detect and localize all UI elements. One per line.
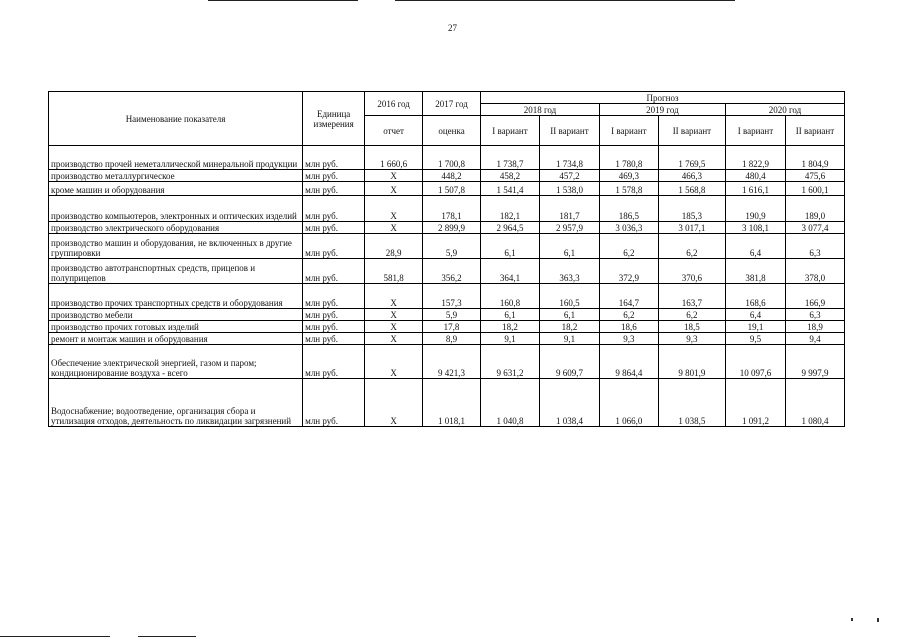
row-value: 1 804,9	[785, 146, 844, 170]
row-value: 18,2	[539, 321, 599, 333]
row-value: 3 108,1	[725, 222, 785, 234]
table-row	[49, 234, 845, 259]
table-row	[49, 182, 845, 196]
header-unit: Единица измерения	[303, 92, 365, 146]
row-unit: млн руб.	[303, 146, 365, 170]
table-row	[49, 222, 845, 234]
row-value: 3 017,1	[658, 222, 725, 234]
row-unit: млн руб.	[303, 309, 365, 321]
row-value: 6,2	[658, 234, 725, 259]
header-2020-var2: II вариант	[785, 116, 844, 146]
header-2019: 2019 год	[599, 104, 725, 116]
row-value: 1 734,8	[539, 146, 599, 170]
row-value: 1 780,8	[599, 146, 658, 170]
row-value: X	[365, 222, 423, 234]
row-value: 6,1	[481, 234, 540, 259]
row-value: 166,9	[785, 284, 844, 309]
header-2020: 2020 год	[725, 104, 844, 116]
row-value: 448,2	[423, 170, 481, 182]
row-value: 9,4	[785, 333, 844, 345]
row-value: 1 660,6	[365, 146, 423, 170]
row-value: 9 631,2	[481, 345, 540, 379]
row-value: 18,6	[599, 321, 658, 333]
row-value: 1 038,5	[658, 379, 725, 427]
row-value: 6,3	[785, 234, 844, 259]
row-value: 186,5	[599, 196, 658, 222]
scan-speck	[851, 618, 853, 621]
page-number: 27	[448, 23, 457, 33]
row-value: 185,3	[658, 196, 725, 222]
row-unit: млн руб.	[303, 170, 365, 182]
row-name: производство машин и оборудования, не включенных в другие группировки	[49, 234, 303, 259]
row-value: 1 538,0	[539, 182, 599, 196]
row-unit: млн руб.	[303, 284, 365, 309]
row-value: 1 822,9	[725, 146, 785, 170]
row-value: 6,1	[539, 309, 599, 321]
row-unit: млн руб.	[303, 379, 365, 427]
row-value: 6,4	[725, 309, 785, 321]
row-value: 2 964,5	[481, 222, 540, 234]
row-unit: млн руб.	[303, 196, 365, 222]
row-value: 160,8	[481, 284, 540, 309]
row-value: 10 097,6	[725, 345, 785, 379]
row-value: 1 091,2	[725, 379, 785, 427]
row-value: 372,9	[599, 259, 658, 284]
table-row	[49, 379, 845, 427]
row-value: 364,1	[481, 259, 540, 284]
row-value: 9 609,7	[539, 345, 599, 379]
row-value: 9,1	[539, 333, 599, 345]
row-name: ремонт и монтаж машин и оборудования	[49, 333, 303, 345]
row-unit: млн руб.	[303, 321, 365, 333]
row-value: 3 036,3	[599, 222, 658, 234]
table-row	[49, 321, 845, 333]
row-value: 9,3	[658, 333, 725, 345]
row-name: производство мебели	[49, 309, 303, 321]
table-row	[49, 170, 845, 182]
row-value: 9 421,3	[423, 345, 481, 379]
row-value: 480,4	[725, 170, 785, 182]
row-value: 9 997,9	[785, 345, 844, 379]
row-unit: млн руб.	[303, 234, 365, 259]
row-value: 164,7	[599, 284, 658, 309]
row-value: X	[365, 284, 423, 309]
row-unit: млн руб.	[303, 222, 365, 234]
row-name: Водоснабжение; водоотведение, организация сбора и утилизация отходов, деятельность по ликвидации загрязнений	[49, 379, 303, 427]
header-2017: 2017 год	[423, 92, 481, 116]
row-value: X	[365, 345, 423, 379]
forecast-table	[48, 91, 845, 427]
row-unit: млн руб.	[303, 259, 365, 284]
row-value: 3 077,4	[785, 222, 844, 234]
table-row	[49, 345, 845, 379]
row-name: производство прочих транспортных средств и оборудования	[49, 284, 303, 309]
row-value: 181,7	[539, 196, 599, 222]
row-value: 469,3	[599, 170, 658, 182]
row-value: 6,2	[658, 309, 725, 321]
row-value: 475,6	[785, 170, 844, 182]
header-2018: 2018 год	[481, 104, 600, 116]
scan-speck	[877, 618, 879, 622]
row-name: производство автотранспортных средств, прицепов и полуприцепов	[49, 259, 303, 284]
row-name: производство металлургическое	[49, 170, 303, 182]
scan-line-bottom-mid	[138, 636, 196, 637]
header-2018-var1: I вариант	[481, 116, 540, 146]
row-value: 2 899,9	[423, 222, 481, 234]
row-value: 1 568,8	[658, 182, 725, 196]
scan-line-bottom-left	[0, 636, 110, 637]
scan-line-top-right	[395, 0, 735, 1]
row-value: 1 038,4	[539, 379, 599, 427]
table-body	[49, 146, 845, 427]
row-value: 370,6	[658, 259, 725, 284]
row-value: 168,6	[725, 284, 785, 309]
scan-line-top-left	[208, 0, 358, 1]
row-unit: млн руб.	[303, 182, 365, 196]
row-value: X	[365, 333, 423, 345]
row-value: 1 040,8	[481, 379, 540, 427]
header-estimate: оценка	[423, 116, 481, 146]
row-value: X	[365, 170, 423, 182]
row-value: 6,2	[599, 309, 658, 321]
row-name: производство прочих готовых изделий	[49, 321, 303, 333]
table-row	[49, 196, 845, 222]
row-value: 1 578,8	[599, 182, 658, 196]
row-value: 458,2	[481, 170, 540, 182]
row-value: 9,3	[599, 333, 658, 345]
row-value: 5,9	[423, 309, 481, 321]
row-value: 163,7	[658, 284, 725, 309]
row-value: 6,3	[785, 309, 844, 321]
row-value: 466,3	[658, 170, 725, 182]
header-report: отчет	[365, 116, 423, 146]
row-value: 6,1	[481, 309, 540, 321]
table-row	[49, 259, 845, 284]
row-value: 1 080,4	[785, 379, 844, 427]
row-value: 17,8	[423, 321, 481, 333]
row-value: 6,2	[599, 234, 658, 259]
row-value: 381,8	[725, 259, 785, 284]
row-unit: млн руб.	[303, 345, 365, 379]
row-value: 9,5	[725, 333, 785, 345]
row-unit: млн руб.	[303, 333, 365, 345]
header-2018-var2: II вариант	[539, 116, 599, 146]
header-name: Наименование показателя	[49, 92, 303, 146]
table-row	[49, 284, 845, 309]
row-value: 9,1	[481, 333, 540, 345]
row-value: 8,9	[423, 333, 481, 345]
row-value: X	[365, 309, 423, 321]
row-value: 182,1	[481, 196, 540, 222]
row-value: X	[365, 182, 423, 196]
row-value: 6,1	[539, 234, 599, 259]
row-value: 28,9	[365, 234, 423, 259]
row-name: Обеспечение электрической энергией, газом и паром; кондиционирование воздуха - всего	[49, 345, 303, 379]
row-value: 356,2	[423, 259, 481, 284]
row-value: X	[365, 379, 423, 427]
header-2016: 2016 год	[365, 92, 423, 116]
row-value: 1 600,1	[785, 182, 844, 196]
row-value: X	[365, 196, 423, 222]
row-value: 378,0	[785, 259, 844, 284]
header-2019-var2: II вариант	[658, 116, 725, 146]
row-value: 1 018,1	[423, 379, 481, 427]
table-row	[49, 146, 845, 170]
row-value: 189,0	[785, 196, 844, 222]
row-value: 1 700,8	[423, 146, 481, 170]
row-name: производство прочей неметаллической минеральной продукции	[49, 146, 303, 170]
row-value: X	[365, 321, 423, 333]
row-value: 363,3	[539, 259, 599, 284]
table-row	[49, 309, 845, 321]
row-value: 1 507,8	[423, 182, 481, 196]
row-value: 178,1	[423, 196, 481, 222]
row-value: 6,4	[725, 234, 785, 259]
row-value: 9 801,9	[658, 345, 725, 379]
row-value: 18,9	[785, 321, 844, 333]
row-value: 2 957,9	[539, 222, 599, 234]
header-forecast: Прогноз	[481, 92, 845, 104]
row-value: 1 066,0	[599, 379, 658, 427]
row-value: 18,5	[658, 321, 725, 333]
row-value: 18,2	[481, 321, 540, 333]
row-value: 19,1	[725, 321, 785, 333]
row-value: 157,3	[423, 284, 481, 309]
row-name: кроме машин и оборудования	[49, 182, 303, 196]
header-2019-var1: I вариант	[599, 116, 658, 146]
row-name: производство электрического оборудования	[49, 222, 303, 234]
row-value: 457,2	[539, 170, 599, 182]
row-value: 1 769,5	[658, 146, 725, 170]
row-value: 9 864,4	[599, 345, 658, 379]
header-2020-var1: I вариант	[725, 116, 785, 146]
row-value: 1 541,4	[481, 182, 540, 196]
table-row	[49, 333, 845, 345]
row-value: 190,9	[725, 196, 785, 222]
row-value: 1 738,7	[481, 146, 540, 170]
row-value: 5,9	[423, 234, 481, 259]
row-name: производство компьютеров, электронных и оптических изделий	[49, 196, 303, 222]
row-value: 1 616,1	[725, 182, 785, 196]
row-value: 160,5	[539, 284, 599, 309]
row-value: 581,8	[365, 259, 423, 284]
